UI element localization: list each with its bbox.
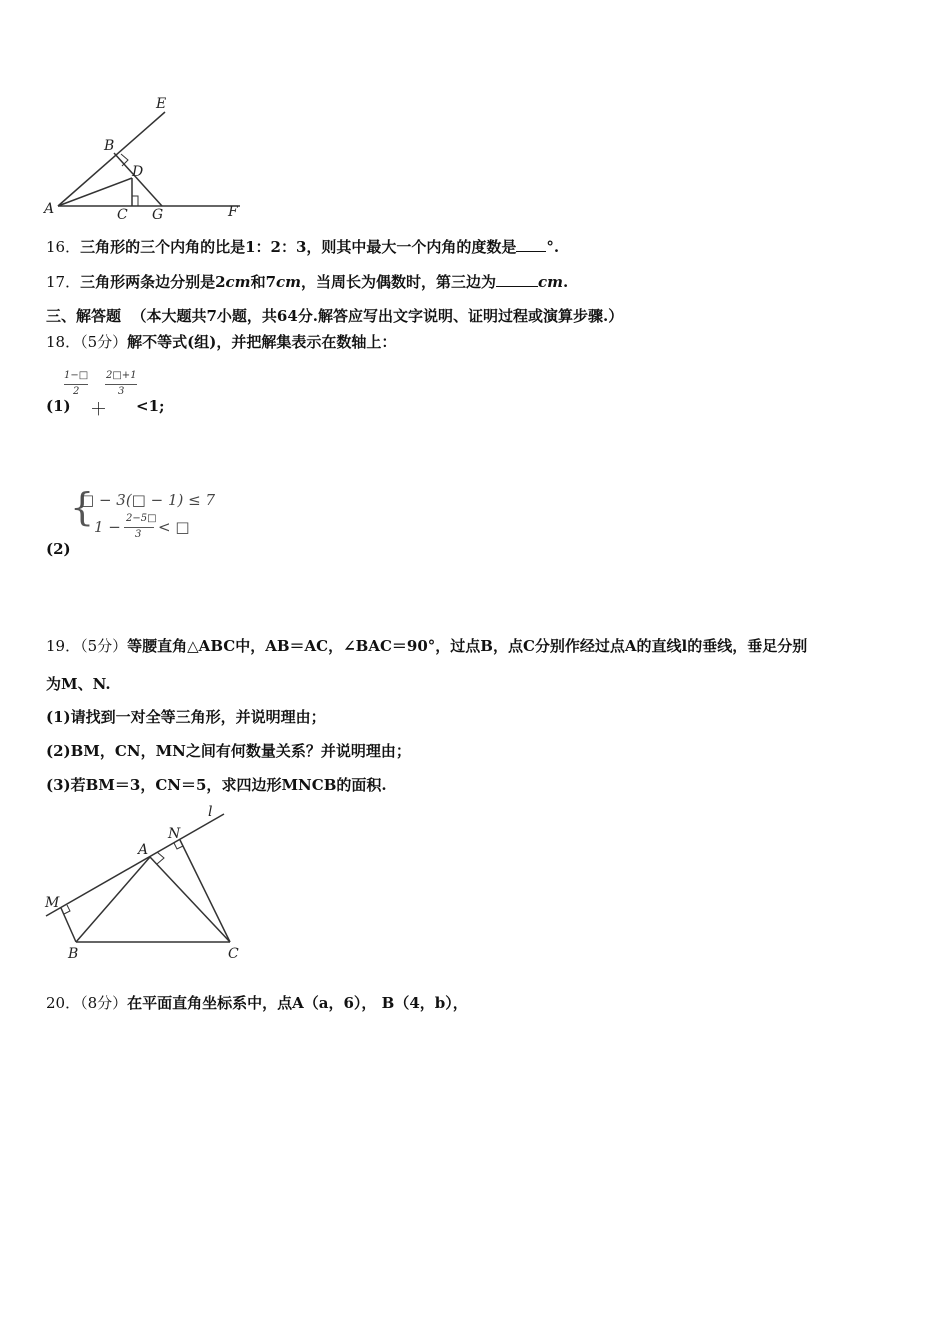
part-label: (2) bbox=[46, 540, 71, 558]
fraction-numerator: 1−□ bbox=[64, 370, 89, 381]
label-G: G bbox=[152, 207, 164, 223]
question-number: 18． bbox=[46, 333, 81, 351]
question-number: 17． bbox=[46, 273, 81, 291]
q18-part1 bbox=[46, 366, 246, 420]
label-F: F bbox=[228, 204, 238, 220]
question-tail: °. bbox=[546, 238, 560, 256]
system-line-2a: 1 − bbox=[94, 518, 121, 536]
sub-question: (3)若BM＝3，CN＝5，求四边形MNCB的面积. bbox=[46, 776, 387, 794]
sub-question: (2)BM，CN，MN之间有何数量关系？并说明理由； bbox=[46, 742, 411, 760]
fraction-numerator: 2□+1 bbox=[106, 370, 137, 381]
question-text: 等腰直角△ABC中，AB＝AC，∠BAC＝90°，过点B，点C分别作经过点A的直线l的垂线，垂足分别 bbox=[127, 637, 808, 655]
question-16 bbox=[46, 236, 559, 257]
question-text: ，当周长为偶数时，第三边为 bbox=[301, 273, 497, 291]
sub-question: (1)请找到一对全等三角形，并说明理由； bbox=[46, 708, 326, 726]
section-title: 三、解答题 bbox=[46, 307, 122, 325]
label-A: A bbox=[138, 842, 149, 858]
label-C: C bbox=[228, 946, 239, 962]
label-C: C bbox=[117, 207, 128, 223]
question-text: 为M、N. bbox=[46, 675, 111, 693]
question-text: 和7 bbox=[250, 273, 276, 291]
question-text: 三角形两条边分别是2 bbox=[80, 273, 226, 291]
answer-blank[interactable] bbox=[496, 272, 538, 287]
question-19-sub3 bbox=[46, 774, 387, 795]
question-text: 在平面直角坐标系中，点A（a，6）， B（4，b）， bbox=[127, 994, 468, 1012]
question-score: （8分） bbox=[80, 994, 128, 1012]
system-brace: { bbox=[70, 485, 95, 529]
inequality-tail: <1; bbox=[136, 397, 165, 415]
unit: cm bbox=[538, 273, 564, 291]
figure-right-triangle bbox=[40, 800, 260, 965]
q18-part2 bbox=[46, 485, 266, 560]
question-tail: . bbox=[563, 273, 569, 291]
fraction-bar bbox=[105, 384, 137, 385]
section-heading bbox=[46, 305, 623, 326]
fraction-denominator: 3 bbox=[135, 529, 142, 540]
label-M: M bbox=[45, 895, 60, 911]
label-N: N bbox=[168, 826, 181, 842]
question-19-sub2 bbox=[46, 740, 411, 761]
question-20 bbox=[46, 992, 468, 1013]
question-text: 解不等式(组)，并把解集表示在数轴上： bbox=[127, 333, 397, 351]
system-line-2b: < □ bbox=[158, 518, 190, 536]
label-E: E bbox=[156, 96, 167, 112]
answer-blank[interactable] bbox=[516, 237, 546, 252]
question-18 bbox=[46, 331, 396, 352]
question-score: （5分） bbox=[80, 637, 128, 655]
label-l: l bbox=[208, 804, 213, 820]
fraction-denominator: 2 bbox=[73, 386, 80, 397]
label-A: A bbox=[44, 201, 55, 217]
question-19-sub1 bbox=[46, 706, 326, 727]
question-number: 20． bbox=[46, 994, 81, 1012]
section-note: （本大题共7小题，共64分.解答应写出文字说明、证明过程或演算步骤.） bbox=[131, 307, 624, 325]
figure-angle-diagram bbox=[40, 92, 250, 227]
question-number: 19． bbox=[46, 637, 81, 655]
fraction-numerator: 2−5□ bbox=[126, 513, 157, 524]
label-D: D bbox=[132, 164, 144, 180]
plus-sign: ＋ bbox=[90, 400, 107, 420]
question-text: 三角形的三个内角的比是1：2：3，则其中最大一个内角的度数是 bbox=[80, 238, 517, 256]
question-17 bbox=[46, 271, 568, 292]
unit: cm bbox=[225, 273, 251, 291]
question-number: 16． bbox=[46, 238, 81, 256]
fraction-bar bbox=[64, 384, 88, 385]
part-label: (1) bbox=[46, 397, 71, 415]
unit: cm bbox=[276, 273, 302, 291]
fraction-bar bbox=[124, 527, 154, 528]
fraction-denominator: 3 bbox=[118, 386, 125, 397]
system-line-1: □ − 3(□ − 1) ≤ 7 bbox=[80, 491, 215, 509]
question-19-line2 bbox=[46, 673, 111, 694]
question-19-line1 bbox=[46, 635, 807, 656]
question-score: （5分） bbox=[80, 333, 128, 351]
label-B: B bbox=[104, 138, 115, 154]
label-B: B bbox=[68, 946, 79, 962]
